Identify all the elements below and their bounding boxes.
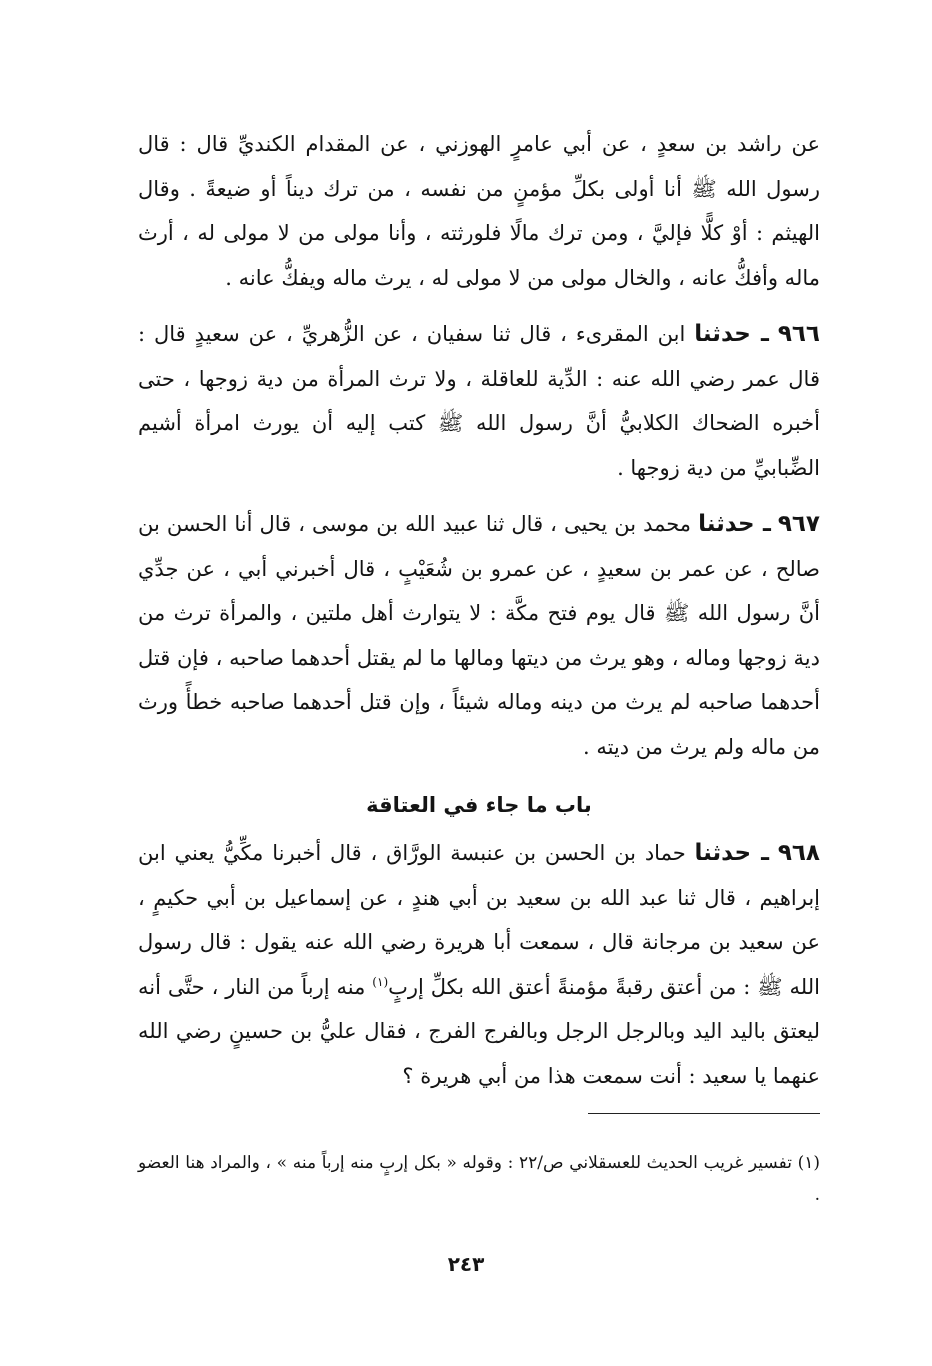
hadith-number: ٩٦٨	[777, 840, 820, 866]
hadith-968	[138, 831, 820, 1098]
hadith-967	[138, 502, 820, 769]
footnote-marker[interactable]: (١)	[372, 974, 389, 989]
footnote: (١) تفسير غريب الحديث للعسقلاني ص/٢٢ : وقوله « بكل إربٍ منه إرباً منه » ، والمراد هنا العضو .	[138, 1153, 820, 1205]
page-number: ٢٤٣	[447, 1252, 485, 1276]
footnote-separator	[588, 1113, 820, 1114]
hadith-966	[138, 312, 820, 490]
hadith-number: ٩٦٧	[777, 511, 820, 537]
page-body	[138, 122, 820, 1098]
hadith-keyword: ـ حدثنا	[694, 840, 770, 866]
chapter-heading: باب ما جاء في العتاقة	[366, 793, 592, 817]
hadith-text-continued: منه إرباً من النار ، حتَّى أنه ليعتق باليد اليد وبالرجل الرجل وبالفرج الفرج ، فقال عليُّ بن حسينٍ رضي الله عنهما يا سعيد : أنت سمعت هذا من أبي هريرة ؟	[138, 974, 820, 1088]
hadith-number: ٩٦٦	[777, 321, 820, 347]
hadith-text: محمد بن يحيى ، قال ثنا عبيد الله بن موسى ، قال أنا الحسن بن صالح ، عن عمر بن سعيدٍ ، عن عمرو بن شُعَيْبٍ ، قال أخبرني أبي ، عن جدِّي أنَّ رسول الله ﷺ قال يوم فتح مكَّة : لا يتوارث أهل ملتين ، والمرأة ترث من دية زوجها وماله ، وهو يرث من ديتها ومالها ما لم يقتل أحدهما صاحبه ، فإن قتل أحدهما صاحبه لم يرث من دينه وماله شيئاً ، وإن قتل أحدهما صاحبه خطأً ورث من ماله ولم يرث من ديته .	[138, 512, 820, 759]
paragraph-continuation	[138, 122, 820, 300]
hadith-text: ابن المقرىء ، قال ثنا سفيان ، عن الزُّهريِّ ، عن سعيدٍ قال : قال عمر رضي الله عنه : الدِّية للعاقلة ، ولا ترث المرأة من دية زوجها ، حتى أخبره الضحاك الكلابيُّ أنَّ رسول الله ﷺ كتب إليه أن يورث امرأة أشيم الضِّبابيِّ من دية زوجها .	[138, 322, 820, 480]
hadith-keyword: ـ حدثنا	[698, 511, 771, 537]
hadith-text: حماد بن الحسن بن عنبسة الورَّاق ، قال أخبرنا مكِّيُّ يعني ابن إبراهيم ، قال ثنا عبد الله بن سعيد بن أبي هندٍ ، عن إسماعيل بن أبي حكيمٍ ، عن سعيد بن مرجانة قال ، سمعت أبا هريرة رضي الله عنه يقول : قال رسول الله ﷺ : من أعتق رقبةً مؤمنةً أعتق الله بكلِّ إربٍ	[138, 841, 820, 999]
paragraph-text: عن راشد بن سعدٍ ، عن أبي عامرٍ الهوزني ، عن المقدام الكنديِّ قال : قال رسول الله ﷺ أنا أولى بكلِّ مؤمنٍ من نفسه ، من ترك ديناً أو ضيعةً . وقال الهيثم : أوْ كلًّا فإليَّ ، ومن ترك مالًا فلورثته ، وأنا مولى من لا مولى له ، أرث ماله وأفكُّ عانه ، والخال مولى من لا مولى له ، يرث ماله ويفكُّ عانه .	[138, 132, 820, 290]
hadith-keyword: ـ حدثنا	[694, 321, 769, 347]
